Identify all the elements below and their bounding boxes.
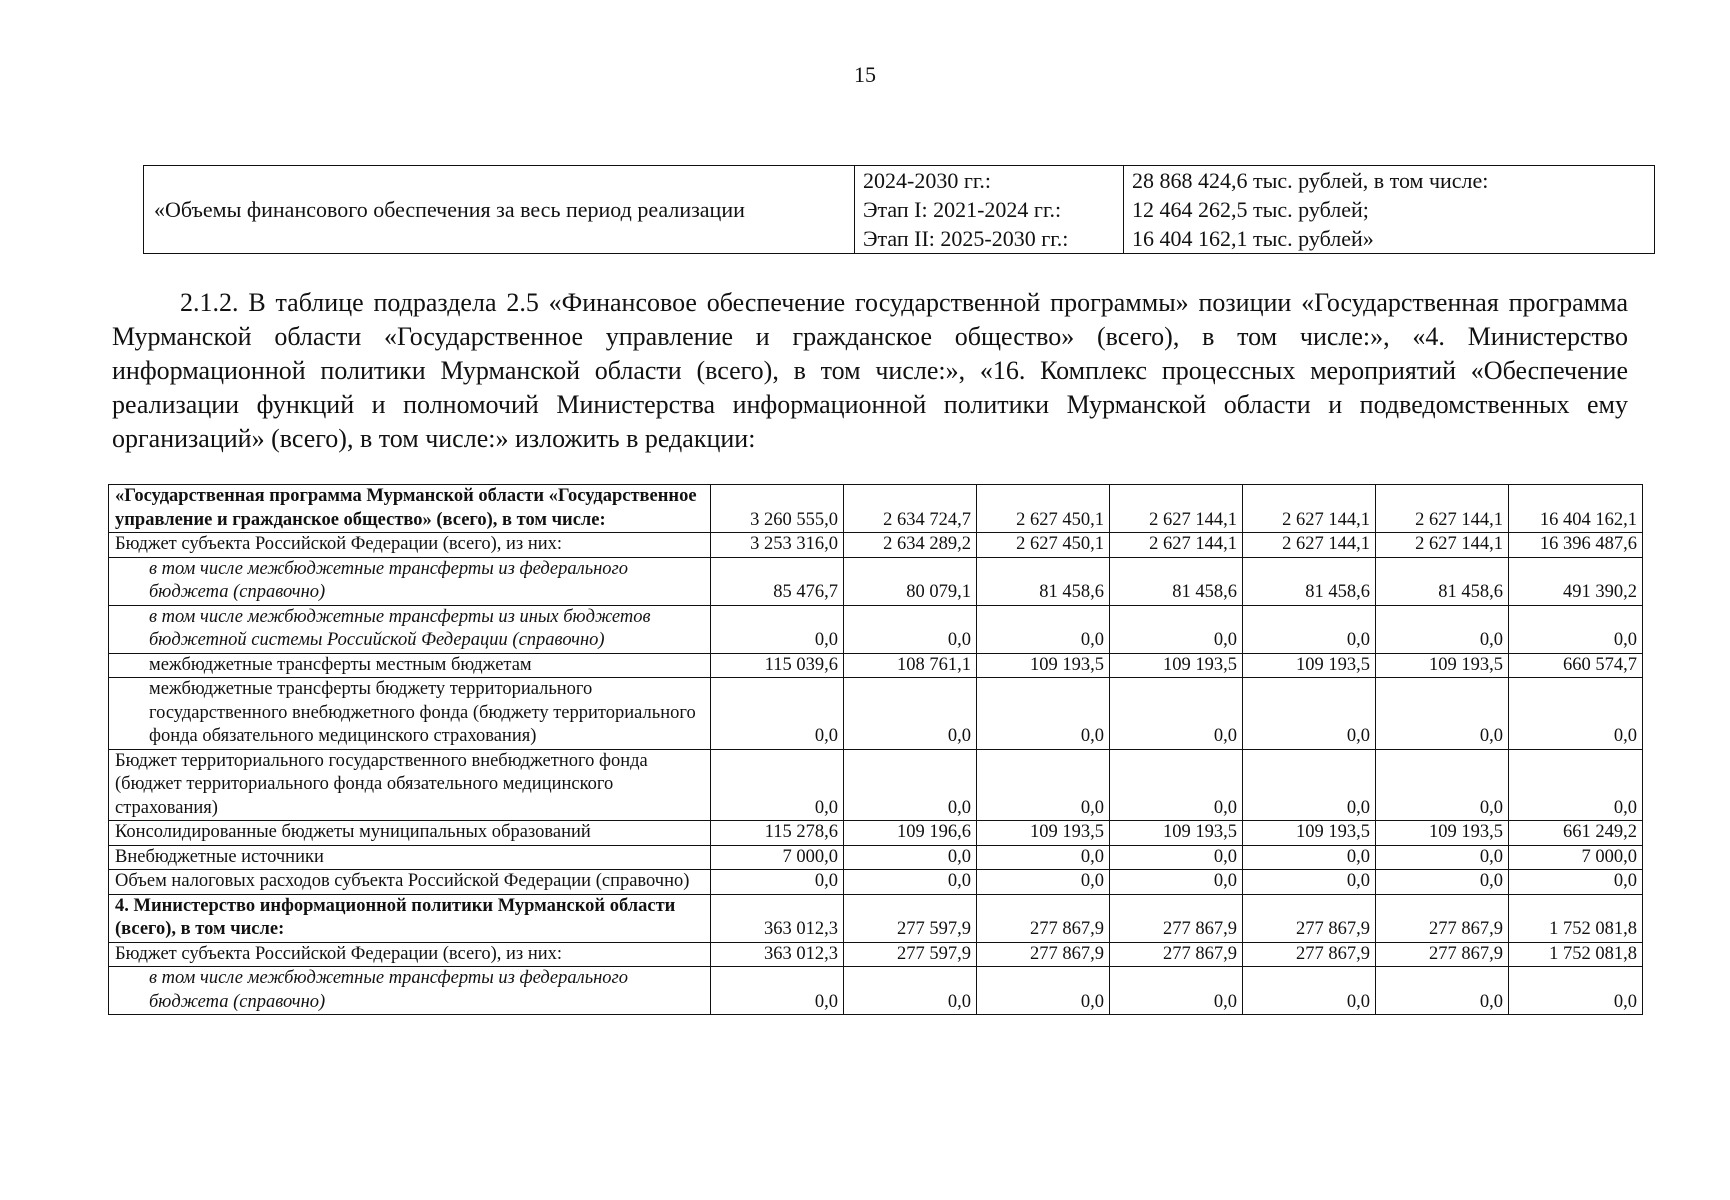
- value-cell: 0,0: [1110, 845, 1243, 870]
- value-cell: 0,0: [1243, 605, 1376, 653]
- summary-period: 2024-2030 гг.:: [863, 168, 992, 193]
- row-label: 4. Министерство информационной политики Мурманской области (всего), в том числе:: [109, 894, 711, 942]
- financing-summary-table: [143, 165, 1655, 254]
- value-cell: 80 079,1: [844, 557, 977, 605]
- row-label: в том числе межбюджетные трансферты из иных бюджетов бюджетной системы Российской Федерации (справочно): [109, 605, 711, 653]
- value-cell: 109 196,6: [844, 821, 977, 846]
- value-cell: 661 249,2: [1509, 821, 1643, 846]
- value-cell: 0,0: [1110, 749, 1243, 821]
- row-label: Бюджет субъекта Российской Федерации (всего), из них:: [109, 942, 711, 967]
- value-cell: 7 000,0: [1509, 845, 1643, 870]
- value-cell: 0,0: [977, 967, 1110, 1015]
- value-cell: 0,0: [844, 749, 977, 821]
- summary-amount: 12 464 262,5 тыс. рублей;: [1132, 197, 1369, 222]
- value-cell: 85 476,7: [711, 557, 844, 605]
- summary-period: Этап II: 2025-2030 гг.:: [863, 226, 1069, 251]
- financing-table: [108, 484, 1643, 1015]
- value-cell: 0,0: [1243, 749, 1376, 821]
- row-label: межбюджетные трансферты местным бюджетам: [109, 653, 711, 678]
- value-cell: 2 634 289,2: [844, 533, 977, 558]
- value-cell: 2 627 450,1: [977, 485, 1110, 533]
- value-cell: 277 867,9: [1243, 894, 1376, 942]
- value-cell: 16 404 162,1: [1509, 485, 1643, 533]
- value-cell: 277 597,9: [844, 894, 977, 942]
- value-cell: 0,0: [711, 605, 844, 653]
- value-cell: 81 458,6: [977, 557, 1110, 605]
- table-row: [109, 845, 1643, 870]
- value-cell: 109 193,5: [1243, 821, 1376, 846]
- row-label: «Государственная программа Мурманской области «Государственное управление и гражданское общество» (всего), в том числе:: [109, 485, 711, 533]
- value-cell: 0,0: [844, 967, 977, 1015]
- summary-amount: 16 404 162,1 тыс. рублей»: [1132, 226, 1374, 251]
- value-cell: 363 012,3: [711, 942, 844, 967]
- value-cell: 0,0: [844, 605, 977, 653]
- summary-periods: [855, 166, 1124, 254]
- value-cell: 0,0: [711, 749, 844, 821]
- row-label: Бюджет субъекта Российской Федерации (всего), из них:: [109, 533, 711, 558]
- value-cell: 3 260 555,0: [711, 485, 844, 533]
- table-row: [109, 653, 1643, 678]
- row-label: в том числе межбюджетные трансферты из федерального бюджета (справочно): [109, 557, 711, 605]
- value-cell: 0,0: [977, 749, 1110, 821]
- summary-amounts: [1124, 166, 1655, 254]
- row-label: Объем налоговых расходов субъекта Российской Федерации (справочно): [109, 870, 711, 895]
- row-label: Внебюджетные источники: [109, 845, 711, 870]
- value-cell: 81 458,6: [1376, 557, 1509, 605]
- value-cell: 0,0: [844, 870, 977, 895]
- value-cell: 0,0: [1509, 678, 1643, 750]
- summary-label: «Объемы финансового обеспечения за весь период реализации: [144, 166, 855, 254]
- value-cell: 0,0: [1509, 605, 1643, 653]
- financing-table-body: [109, 485, 1643, 1015]
- value-cell: 0,0: [977, 870, 1110, 895]
- row-label: в том числе межбюджетные трансферты из федерального бюджета (справочно): [109, 967, 711, 1015]
- value-cell: 1 752 081,8: [1509, 894, 1643, 942]
- value-cell: 0,0: [1509, 967, 1643, 1015]
- value-cell: 109 193,5: [977, 821, 1110, 846]
- value-cell: 115 039,6: [711, 653, 844, 678]
- table-row: [109, 605, 1643, 653]
- body-paragraph: 2.1.2. В таблице подраздела 2.5 «Финансовое обеспечение государственной программы» позиции «Государственная программа Мурманской области «Государственное управление и гражданское общество» (всего), в том числе:», «4. Министерство информационной политики Мурманской области (всего), в том числе:», «16. Комплекс процессных мероприятий «Обеспечение реализации функций и полномочий Министерства информационной политики Мурманской области и подведомственных ему организаций» (всего), в том числе:» изложить в редакции:: [112, 288, 1628, 453]
- value-cell: 491 390,2: [1509, 557, 1643, 605]
- value-cell: 0,0: [1376, 678, 1509, 750]
- value-cell: 0,0: [1376, 749, 1509, 821]
- value-cell: 277 867,9: [1376, 894, 1509, 942]
- value-cell: 0,0: [1243, 678, 1376, 750]
- value-cell: 115 278,6: [711, 821, 844, 846]
- value-cell: 0,0: [711, 678, 844, 750]
- value-cell: 2 627 144,1: [1243, 533, 1376, 558]
- table-row: [109, 485, 1643, 533]
- value-cell: 277 867,9: [1243, 942, 1376, 967]
- value-cell: 0,0: [1509, 870, 1643, 895]
- value-cell: 0,0: [844, 678, 977, 750]
- value-cell: 2 627 144,1: [1243, 485, 1376, 533]
- value-cell: 0,0: [1110, 678, 1243, 750]
- value-cell: 0,0: [1110, 605, 1243, 653]
- value-cell: 1 752 081,8: [1509, 942, 1643, 967]
- value-cell: 0,0: [1243, 967, 1376, 1015]
- table-row: [109, 821, 1643, 846]
- value-cell: 108 761,1: [844, 653, 977, 678]
- value-cell: 0,0: [1376, 605, 1509, 653]
- row-label: Бюджет территориального государственного внебюджетного фонда (бюджет территориального фонда обязательного медицинского страхования): [109, 749, 711, 821]
- value-cell: 109 193,5: [1110, 653, 1243, 678]
- table-row: [109, 749, 1643, 821]
- value-cell: 109 193,5: [1243, 653, 1376, 678]
- table-row: [109, 894, 1643, 942]
- value-cell: 0,0: [1110, 967, 1243, 1015]
- value-cell: 277 867,9: [1110, 894, 1243, 942]
- value-cell: 3 253 316,0: [711, 533, 844, 558]
- value-cell: 277 867,9: [977, 894, 1110, 942]
- value-cell: 0,0: [977, 678, 1110, 750]
- table-row: [109, 678, 1643, 750]
- value-cell: 2 627 450,1: [977, 533, 1110, 558]
- value-cell: 277 867,9: [1376, 942, 1509, 967]
- value-cell: 363 012,3: [711, 894, 844, 942]
- value-cell: 0,0: [711, 967, 844, 1015]
- value-cell: 109 193,5: [977, 653, 1110, 678]
- value-cell: 660 574,7: [1509, 653, 1643, 678]
- value-cell: 7 000,0: [711, 845, 844, 870]
- value-cell: 0,0: [1243, 870, 1376, 895]
- value-cell: 2 634 724,7: [844, 485, 977, 533]
- value-cell: 2 627 144,1: [1110, 533, 1243, 558]
- value-cell: 277 867,9: [1110, 942, 1243, 967]
- value-cell: 0,0: [977, 845, 1110, 870]
- value-cell: 16 396 487,6: [1509, 533, 1643, 558]
- value-cell: 0,0: [844, 845, 977, 870]
- value-cell: 0,0: [1243, 845, 1376, 870]
- value-cell: 0,0: [977, 605, 1110, 653]
- page-number: 15: [854, 62, 876, 87]
- value-cell: 81 458,6: [1110, 557, 1243, 605]
- table-row: [109, 533, 1643, 558]
- table-row: [109, 557, 1643, 605]
- summary-period: Этап I: 2021-2024 гг.:: [863, 197, 1062, 222]
- value-cell: 0,0: [711, 870, 844, 895]
- summary-amount: 28 868 424,6 тыс. рублей, в том числе:: [1132, 168, 1489, 193]
- value-cell: 0,0: [1376, 967, 1509, 1015]
- table-row: [109, 942, 1643, 967]
- table-row: [109, 870, 1643, 895]
- value-cell: 81 458,6: [1243, 557, 1376, 605]
- value-cell: 2 627 144,1: [1376, 533, 1509, 558]
- value-cell: 0,0: [1376, 870, 1509, 895]
- value-cell: 0,0: [1376, 845, 1509, 870]
- value-cell: 109 193,5: [1376, 653, 1509, 678]
- table-row: [109, 967, 1643, 1015]
- value-cell: 2 627 144,1: [1110, 485, 1243, 533]
- value-cell: 0,0: [1110, 870, 1243, 895]
- value-cell: 2 627 144,1: [1376, 485, 1509, 533]
- value-cell: 109 193,5: [1376, 821, 1509, 846]
- value-cell: 0,0: [1509, 749, 1643, 821]
- value-cell: 109 193,5: [1110, 821, 1243, 846]
- row-label: Консолидированные бюджеты муниципальных образований: [109, 821, 711, 846]
- row-label: межбюджетные трансферты бюджету территориального государственного внебюджетного фонда (бюджету территориального фонда обязательного медицинского страхования): [109, 678, 711, 750]
- value-cell: 277 597,9: [844, 942, 977, 967]
- value-cell: 277 867,9: [977, 942, 1110, 967]
